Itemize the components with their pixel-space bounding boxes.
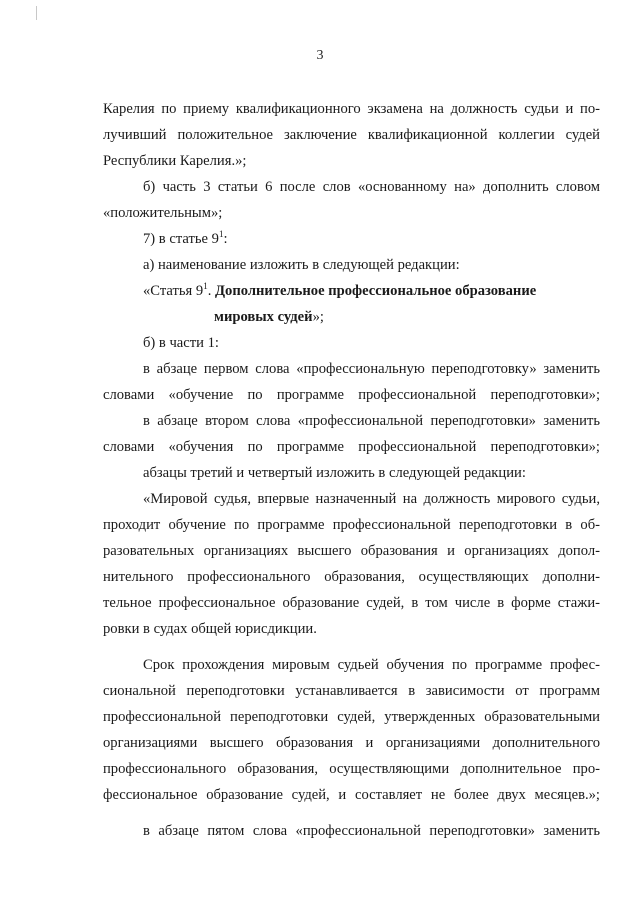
text-line: словами «обучение по программе профессиональной переподготовки»; [103, 387, 600, 403]
superscript: 1 [203, 281, 208, 291]
text-fragment: : [223, 231, 228, 247]
document-body [103, 96, 600, 844]
text-line: лучивший положительное заключение квалификационной коллегии судей [103, 127, 600, 143]
text-line: в абзаце пятом слова «профессиональной переподготовки» заменить [143, 823, 600, 839]
text-line: тельное профессиональное образование судей, в том числе в форме стажи- [103, 595, 600, 611]
scan-artifact [36, 6, 37, 20]
superscript: 1 [218, 229, 224, 239]
text-line: а) наименование изложить в следующей редакции: [143, 257, 460, 273]
text-line: нительного профессионального образования, осуществляющих дополни- [103, 569, 600, 585]
text-line: в абзаце первом слова «профессиональную переподготовку» заменить [143, 361, 600, 377]
text-line: Карелия по приему квалификационного экзамена на должность судьи и по- [103, 101, 600, 117]
article-title: Дополнительное профессиональное образование [214, 283, 537, 299]
text-line: в абзаце втором слова «профессиональной переподготовки» заменить [143, 413, 600, 429]
text-line: профессиональной переподготовки судей, утвержденных образовательными [103, 709, 600, 725]
text-fragment: »; [312, 309, 324, 325]
text-fragment: 7) в статье 9 [143, 231, 219, 247]
text-line: организациями высшего образования и организациями дополнительного [103, 735, 600, 751]
text-fragment: . [207, 283, 215, 299]
text-line: «Мировой судья, впервые назначенный на должность мирового судьи, [143, 491, 600, 507]
text-line: словами «обучения по программе профессиональной переподготовки»; [103, 439, 600, 455]
article-title-continuation: мировых судей [214, 309, 313, 325]
text-line: б) в части 1: [143, 335, 219, 351]
text-line: б) часть 3 статьи 6 после слов «основанному на» дополнить словом [143, 179, 600, 195]
text-fragment: «Статья 9 [143, 283, 204, 299]
text-line: профессионального образования, осуществляющими дополнительное про- [103, 761, 600, 777]
text-line: фессиональное образование судей, и составляет не более двух месяцев.»; [103, 787, 600, 803]
text-line: проходит обучение по программе профессиональной переподготовки в об- [103, 517, 600, 533]
text-line: Срок прохождения мировым судьей обучения по программе профес- [143, 657, 600, 673]
text-line: абзацы третий и четвертый изложить в следующей редакции: [143, 465, 526, 481]
article-heading-continuation [103, 304, 600, 330]
text-line: «положительным»; [103, 205, 223, 221]
article-heading [103, 278, 600, 304]
text-line: ровки в судах общей юрисдикции. [103, 621, 317, 637]
text-line: разовательных организациях высшего образования и организациях допол- [103, 543, 600, 559]
text-line: Республики Карелия.»; [103, 153, 247, 169]
page-number: 3 [316, 48, 324, 63]
text-line: сиональной переподготовки устанавливается в зависимости от программ [103, 683, 600, 699]
article-item-7 [103, 226, 600, 252]
